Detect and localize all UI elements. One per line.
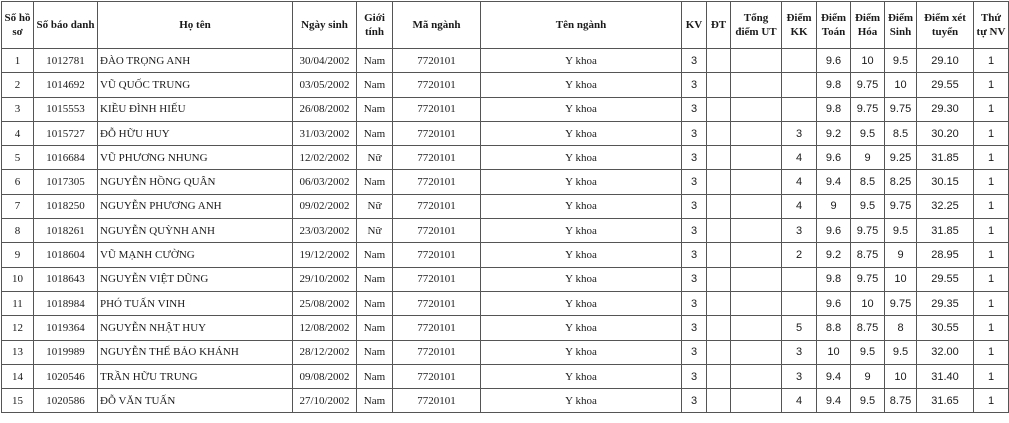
col-dt-cell: [707, 243, 731, 267]
col-ma-nganh-cell: 7720101: [393, 170, 481, 194]
col-gioi-tinh-cell: Nam: [357, 267, 393, 291]
col-ngay-sinh-cell: 09/08/2002: [293, 364, 357, 388]
col-gioi-tinh-cell: Nam: [357, 121, 393, 145]
col-diem-xet-tuyen-cell: 31.65: [917, 389, 974, 413]
table-row: [2, 267, 1009, 291]
col-diem-sinh-cell: 8.5: [885, 121, 917, 145]
col-diem-kk-cell: 4: [782, 170, 817, 194]
col-ma-nganh-cell: 7720101: [393, 291, 481, 315]
col-diem-hoa-cell: 10: [851, 291, 885, 315]
col-ten-nganh-cell: Y khoa: [481, 364, 682, 388]
col-so-bao-danh-cell: 1015727: [34, 121, 98, 145]
col-gioi-tinh-header: Giới tính: [357, 2, 393, 49]
col-so-bao-danh-cell: 1018250: [34, 194, 98, 218]
col-gioi-tinh-cell: Nữ: [357, 146, 393, 170]
col-ngay-sinh-header: Ngày sinh: [293, 2, 357, 49]
col-diem-kk-cell: [782, 97, 817, 121]
col-diem-sinh-cell: 9.75: [885, 194, 917, 218]
table-row: [2, 291, 1009, 315]
col-gioi-tinh-cell: Nam: [357, 316, 393, 340]
col-kv-cell: 3: [682, 146, 707, 170]
table-row: [2, 219, 1009, 243]
col-diem-hoa-cell: 10: [851, 49, 885, 73]
col-ho-ten-cell: NGUYỄN HỒNG QUÂN: [98, 170, 293, 194]
col-ho-ten-cell: VŨ PHƯƠNG NHUNG: [98, 146, 293, 170]
col-so-bao-danh-cell: 1018984: [34, 291, 98, 315]
col-diem-hoa-cell: 9.5: [851, 121, 885, 145]
col-diem-toan-cell: 9.2: [817, 243, 851, 267]
col-tong-diem-ut-cell: [731, 340, 782, 364]
col-diem-xet-tuyen-cell: 31.85: [917, 146, 974, 170]
col-ho-ten-cell: NGUYỄN NHẬT HUY: [98, 316, 293, 340]
table-row: [2, 146, 1009, 170]
col-ho-ten-cell: VŨ QUỐC TRUNG: [98, 73, 293, 97]
col-so-ho-so-cell: 6: [2, 170, 34, 194]
col-so-bao-danh-cell: 1016684: [34, 146, 98, 170]
col-ho-ten-cell: VŨ MẠNH CƯỜNG: [98, 243, 293, 267]
col-diem-hoa-cell: 9.75: [851, 97, 885, 121]
col-so-bao-danh-header: Số báo danh: [34, 2, 98, 49]
col-diem-xet-tuyen-cell: 32.25: [917, 194, 974, 218]
col-diem-toan-cell: 9.4: [817, 389, 851, 413]
col-diem-toan-cell: 9.6: [817, 291, 851, 315]
col-diem-hoa-cell: 9.5: [851, 389, 885, 413]
col-so-ho-so-cell: 12: [2, 316, 34, 340]
col-diem-hoa-cell: 9.5: [851, 340, 885, 364]
col-thu-tu-nv-cell: 1: [974, 121, 1009, 145]
col-thu-tu-nv-cell: 1: [974, 170, 1009, 194]
col-ten-nganh-cell: Y khoa: [481, 243, 682, 267]
col-ma-nganh-header: Mã ngành: [393, 2, 481, 49]
col-ma-nganh-cell: 7720101: [393, 194, 481, 218]
col-diem-kk-cell: [782, 267, 817, 291]
col-ten-nganh-cell: Y khoa: [481, 49, 682, 73]
col-diem-xet-tuyen-cell: 30.20: [917, 121, 974, 145]
col-diem-kk-cell: 3: [782, 340, 817, 364]
col-ten-nganh-cell: Y khoa: [481, 121, 682, 145]
col-ma-nganh-cell: 7720101: [393, 121, 481, 145]
col-diem-sinh-cell: 9: [885, 243, 917, 267]
col-diem-hoa-cell: 9.5: [851, 194, 885, 218]
col-diem-sinh-cell: 8.75: [885, 389, 917, 413]
col-ma-nganh-cell: 7720101: [393, 267, 481, 291]
col-dt-cell: [707, 316, 731, 340]
col-diem-toan-cell: 9.6: [817, 146, 851, 170]
col-so-ho-so-header: Số hồ sơ: [2, 2, 34, 49]
col-thu-tu-nv-cell: 1: [974, 73, 1009, 97]
col-ho-ten-cell: NGUYỄN QUỲNH ANH: [98, 219, 293, 243]
col-diem-toan-cell: 9.4: [817, 364, 851, 388]
col-kv-header: KV: [682, 2, 707, 49]
col-dt-cell: [707, 121, 731, 145]
col-ma-nganh-cell: 7720101: [393, 389, 481, 413]
col-ten-nganh-cell: Y khoa: [481, 146, 682, 170]
col-tong-diem-ut-cell: [731, 73, 782, 97]
col-diem-hoa-header: Điểm Hóa: [851, 2, 885, 49]
col-ngay-sinh-cell: 25/08/2002: [293, 291, 357, 315]
col-diem-sinh-cell: 8.25: [885, 170, 917, 194]
col-diem-xet-tuyen-cell: 29.55: [917, 267, 974, 291]
col-gioi-tinh-cell: Nam: [357, 73, 393, 97]
col-dt-cell: [707, 340, 731, 364]
col-tong-diem-ut-cell: [731, 389, 782, 413]
col-thu-tu-nv-cell: 1: [974, 340, 1009, 364]
col-ten-nganh-header: Tên ngành: [481, 2, 682, 49]
col-ngay-sinh-cell: 12/08/2002: [293, 316, 357, 340]
col-diem-xet-tuyen-cell: 32.00: [917, 340, 974, 364]
col-diem-hoa-cell: 8.5: [851, 170, 885, 194]
col-ngay-sinh-cell: 23/03/2002: [293, 219, 357, 243]
col-ho-ten-cell: KIỀU ĐÌNH HIẾU: [98, 97, 293, 121]
col-ngay-sinh-cell: 31/03/2002: [293, 121, 357, 145]
table-header-row: [2, 2, 1009, 49]
col-diem-kk-cell: 5: [782, 316, 817, 340]
col-dt-cell: [707, 364, 731, 388]
col-ho-ten-cell: ĐỖ HỮU HUY: [98, 121, 293, 145]
col-kv-cell: 3: [682, 97, 707, 121]
col-ten-nganh-cell: Y khoa: [481, 389, 682, 413]
col-diem-toan-cell: 9.6: [817, 49, 851, 73]
col-so-bao-danh-cell: 1017305: [34, 170, 98, 194]
col-diem-toan-cell: 9.6: [817, 219, 851, 243]
col-so-bao-danh-cell: 1015553: [34, 97, 98, 121]
col-ngay-sinh-cell: 29/10/2002: [293, 267, 357, 291]
col-kv-cell: 3: [682, 340, 707, 364]
col-dt-cell: [707, 219, 731, 243]
table-row: [2, 243, 1009, 267]
col-ten-nganh-cell: Y khoa: [481, 316, 682, 340]
col-tong-diem-ut-cell: [731, 97, 782, 121]
col-diem-xet-tuyen-cell: 31.40: [917, 364, 974, 388]
col-ngay-sinh-cell: 19/12/2002: [293, 243, 357, 267]
col-diem-toan-cell: 9: [817, 194, 851, 218]
table-row: [2, 97, 1009, 121]
table-row: [2, 389, 1009, 413]
col-kv-cell: 3: [682, 121, 707, 145]
col-thu-tu-nv-cell: 1: [974, 364, 1009, 388]
col-diem-hoa-cell: 9.75: [851, 219, 885, 243]
col-so-bao-danh-cell: 1018643: [34, 267, 98, 291]
col-diem-kk-cell: 3: [782, 219, 817, 243]
col-gioi-tinh-cell: Nam: [357, 364, 393, 388]
col-so-bao-danh-cell: 1018604: [34, 243, 98, 267]
col-diem-sinh-cell: 9.5: [885, 219, 917, 243]
col-ho-ten-cell: NGUYỄN VIỆT DŨNG: [98, 267, 293, 291]
col-thu-tu-nv-cell: 1: [974, 267, 1009, 291]
col-ngay-sinh-cell: 09/02/2002: [293, 194, 357, 218]
col-so-bao-danh-cell: 1012781: [34, 49, 98, 73]
col-dt-cell: [707, 389, 731, 413]
col-diem-xet-tuyen-cell: 29.30: [917, 97, 974, 121]
col-diem-sinh-cell: 9.5: [885, 340, 917, 364]
col-tong-diem-ut-cell: [731, 49, 782, 73]
col-diem-kk-header: Điểm KK: [782, 2, 817, 49]
col-diem-sinh-cell: 9.5: [885, 49, 917, 73]
col-diem-kk-cell: 3: [782, 121, 817, 145]
col-so-ho-so-cell: 14: [2, 364, 34, 388]
col-diem-hoa-cell: 9.75: [851, 73, 885, 97]
col-gioi-tinh-cell: Nam: [357, 389, 393, 413]
col-kv-cell: 3: [682, 364, 707, 388]
col-tong-diem-ut-cell: [731, 170, 782, 194]
col-diem-xet-tuyen-cell: 31.85: [917, 219, 974, 243]
col-ngay-sinh-cell: 27/10/2002: [293, 389, 357, 413]
col-diem-hoa-cell: 8.75: [851, 243, 885, 267]
col-kv-cell: 3: [682, 389, 707, 413]
col-diem-sinh-cell: 8: [885, 316, 917, 340]
col-ma-nganh-cell: 7720101: [393, 97, 481, 121]
table-row: [2, 364, 1009, 388]
col-dt-cell: [707, 267, 731, 291]
col-tong-diem-ut-cell: [731, 316, 782, 340]
col-dt-header: ĐT: [707, 2, 731, 49]
col-ho-ten-cell: NGUYỄN THẾ BẢO KHÁNH: [98, 340, 293, 364]
col-diem-kk-cell: 3: [782, 364, 817, 388]
col-kv-cell: 3: [682, 73, 707, 97]
col-gioi-tinh-cell: Nam: [357, 340, 393, 364]
col-ma-nganh-cell: 7720101: [393, 364, 481, 388]
table-row: [2, 49, 1009, 73]
col-gioi-tinh-cell: Nam: [357, 243, 393, 267]
col-tong-diem-ut-cell: [731, 219, 782, 243]
col-dt-cell: [707, 49, 731, 73]
col-dt-cell: [707, 146, 731, 170]
col-diem-sinh-cell: 10: [885, 267, 917, 291]
col-diem-hoa-cell: 9: [851, 364, 885, 388]
col-ngay-sinh-cell: 03/05/2002: [293, 73, 357, 97]
col-ten-nganh-cell: Y khoa: [481, 170, 682, 194]
col-thu-tu-nv-cell: 1: [974, 243, 1009, 267]
col-ho-ten-cell: ĐỖ VĂN TUẤN: [98, 389, 293, 413]
col-so-ho-so-cell: 15: [2, 389, 34, 413]
col-ma-nganh-cell: 7720101: [393, 340, 481, 364]
col-so-ho-so-cell: 7: [2, 194, 34, 218]
col-tong-diem-ut-cell: [731, 146, 782, 170]
col-ma-nganh-cell: 7720101: [393, 49, 481, 73]
col-diem-toan-cell: 8.8: [817, 316, 851, 340]
col-diem-toan-cell: 9.4: [817, 170, 851, 194]
col-tong-diem-ut-cell: [731, 243, 782, 267]
table-row: [2, 121, 1009, 145]
col-ten-nganh-cell: Y khoa: [481, 291, 682, 315]
col-so-bao-danh-cell: 1020546: [34, 364, 98, 388]
col-diem-xet-tuyen-cell: 30.55: [917, 316, 974, 340]
col-diem-sinh-cell: 9.25: [885, 146, 917, 170]
col-diem-kk-cell: 4: [782, 389, 817, 413]
col-diem-hoa-cell: 9.75: [851, 267, 885, 291]
col-diem-kk-cell: [782, 73, 817, 97]
col-kv-cell: 3: [682, 267, 707, 291]
col-dt-cell: [707, 170, 731, 194]
col-gioi-tinh-cell: Nữ: [357, 194, 393, 218]
col-ten-nganh-cell: Y khoa: [481, 194, 682, 218]
col-kv-cell: 3: [682, 194, 707, 218]
col-dt-cell: [707, 194, 731, 218]
col-so-bao-danh-cell: 1019364: [34, 316, 98, 340]
col-ho-ten-cell: NGUYỄN PHƯƠNG ANH: [98, 194, 293, 218]
table-row: [2, 340, 1009, 364]
col-tong-diem-ut-cell: [731, 291, 782, 315]
col-tong-diem-ut-cell: [731, 194, 782, 218]
col-dt-cell: [707, 73, 731, 97]
col-diem-sinh-header: Điểm Sinh: [885, 2, 917, 49]
col-dt-cell: [707, 97, 731, 121]
col-so-ho-so-cell: 4: [2, 121, 34, 145]
col-so-ho-so-cell: 11: [2, 291, 34, 315]
col-diem-toan-cell: 9.2: [817, 121, 851, 145]
col-so-bao-danh-cell: 1014692: [34, 73, 98, 97]
col-so-ho-so-cell: 10: [2, 267, 34, 291]
col-thu-tu-nv-cell: 1: [974, 316, 1009, 340]
col-ngay-sinh-cell: 28/12/2002: [293, 340, 357, 364]
col-thu-tu-nv-cell: 1: [974, 291, 1009, 315]
col-tong-diem-ut-header: Tổng điểm UT: [731, 2, 782, 49]
col-so-ho-so-cell: 8: [2, 219, 34, 243]
table-row: [2, 170, 1009, 194]
col-diem-sinh-cell: 10: [885, 73, 917, 97]
col-kv-cell: 3: [682, 49, 707, 73]
col-so-ho-so-cell: 1: [2, 49, 34, 73]
table-body: [2, 49, 1009, 413]
col-so-ho-so-cell: 2: [2, 73, 34, 97]
admission-results-table: [1, 1, 1009, 413]
col-kv-cell: 3: [682, 219, 707, 243]
col-gioi-tinh-cell: Nữ: [357, 219, 393, 243]
col-diem-kk-cell: [782, 49, 817, 73]
col-thu-tu-nv-cell: 1: [974, 146, 1009, 170]
col-gioi-tinh-cell: Nam: [357, 291, 393, 315]
col-diem-xet-tuyen-cell: 29.10: [917, 49, 974, 73]
col-ngay-sinh-cell: 06/03/2002: [293, 170, 357, 194]
col-ten-nganh-cell: Y khoa: [481, 97, 682, 121]
col-tong-diem-ut-cell: [731, 267, 782, 291]
col-diem-hoa-cell: 8.75: [851, 316, 885, 340]
col-ho-ten-cell: PHÓ TUẤN VINH: [98, 291, 293, 315]
col-so-ho-so-cell: 5: [2, 146, 34, 170]
col-thu-tu-nv-cell: 1: [974, 194, 1009, 218]
col-ten-nganh-cell: Y khoa: [481, 340, 682, 364]
col-ten-nganh-cell: Y khoa: [481, 219, 682, 243]
col-diem-xet-tuyen-cell: 30.15: [917, 170, 974, 194]
col-thu-tu-nv-cell: 1: [974, 389, 1009, 413]
col-diem-kk-cell: 4: [782, 194, 817, 218]
col-diem-toan-cell: 9.8: [817, 267, 851, 291]
col-so-bao-danh-cell: 1018261: [34, 219, 98, 243]
col-diem-kk-cell: 4: [782, 146, 817, 170]
col-diem-kk-cell: [782, 291, 817, 315]
col-ma-nganh-cell: 7720101: [393, 219, 481, 243]
col-so-ho-so-cell: 3: [2, 97, 34, 121]
col-thu-tu-nv-cell: 1: [974, 97, 1009, 121]
col-ngay-sinh-cell: 30/04/2002: [293, 49, 357, 73]
col-thu-tu-nv-cell: 1: [974, 49, 1009, 73]
col-ma-nganh-cell: 7720101: [393, 146, 481, 170]
table-row: [2, 194, 1009, 218]
col-ma-nganh-cell: 7720101: [393, 316, 481, 340]
col-gioi-tinh-cell: Nam: [357, 97, 393, 121]
col-diem-sinh-cell: 9.75: [885, 97, 917, 121]
col-ma-nganh-cell: 7720101: [393, 73, 481, 97]
col-diem-toan-cell: 9.8: [817, 73, 851, 97]
col-thu-tu-nv-cell: 1: [974, 219, 1009, 243]
col-gioi-tinh-cell: Nam: [357, 49, 393, 73]
col-diem-xet-tuyen-cell: 29.35: [917, 291, 974, 315]
col-diem-xet-tuyen-cell: 28.95: [917, 243, 974, 267]
col-ho-ten-cell: TRẦN HỮU TRUNG: [98, 364, 293, 388]
col-diem-sinh-cell: 9.75: [885, 291, 917, 315]
col-ten-nganh-cell: Y khoa: [481, 267, 682, 291]
col-diem-xet-tuyen-cell: 29.55: [917, 73, 974, 97]
col-thu-tu-nv-header: Thứ tự NV: [974, 2, 1009, 49]
col-tong-diem-ut-cell: [731, 121, 782, 145]
col-ten-nganh-cell: Y khoa: [481, 73, 682, 97]
col-kv-cell: 3: [682, 243, 707, 267]
col-diem-sinh-cell: 10: [885, 364, 917, 388]
col-diem-kk-cell: 2: [782, 243, 817, 267]
table-row: [2, 73, 1009, 97]
col-ngay-sinh-cell: 12/02/2002: [293, 146, 357, 170]
col-so-ho-so-cell: 13: [2, 340, 34, 364]
col-kv-cell: 3: [682, 170, 707, 194]
col-so-bao-danh-cell: 1020586: [34, 389, 98, 413]
table-row: [2, 316, 1009, 340]
col-diem-toan-cell: 9.8: [817, 97, 851, 121]
col-ho-ten-cell: ĐÀO TRỌNG ANH: [98, 49, 293, 73]
col-kv-cell: 3: [682, 291, 707, 315]
col-kv-cell: 3: [682, 316, 707, 340]
col-so-ho-so-cell: 9: [2, 243, 34, 267]
col-so-bao-danh-cell: 1019989: [34, 340, 98, 364]
col-ngay-sinh-cell: 26/08/2002: [293, 97, 357, 121]
col-diem-xet-tuyen-header: Điểm xét tuyển: [917, 2, 974, 49]
col-gioi-tinh-cell: Nam: [357, 170, 393, 194]
col-diem-hoa-cell: 9: [851, 146, 885, 170]
col-diem-toan-cell: 10: [817, 340, 851, 364]
col-diem-toan-header: Điểm Toán: [817, 2, 851, 49]
col-dt-cell: [707, 291, 731, 315]
col-ma-nganh-cell: 7720101: [393, 243, 481, 267]
col-tong-diem-ut-cell: [731, 364, 782, 388]
col-ho-ten-header: Họ tên: [98, 2, 293, 49]
